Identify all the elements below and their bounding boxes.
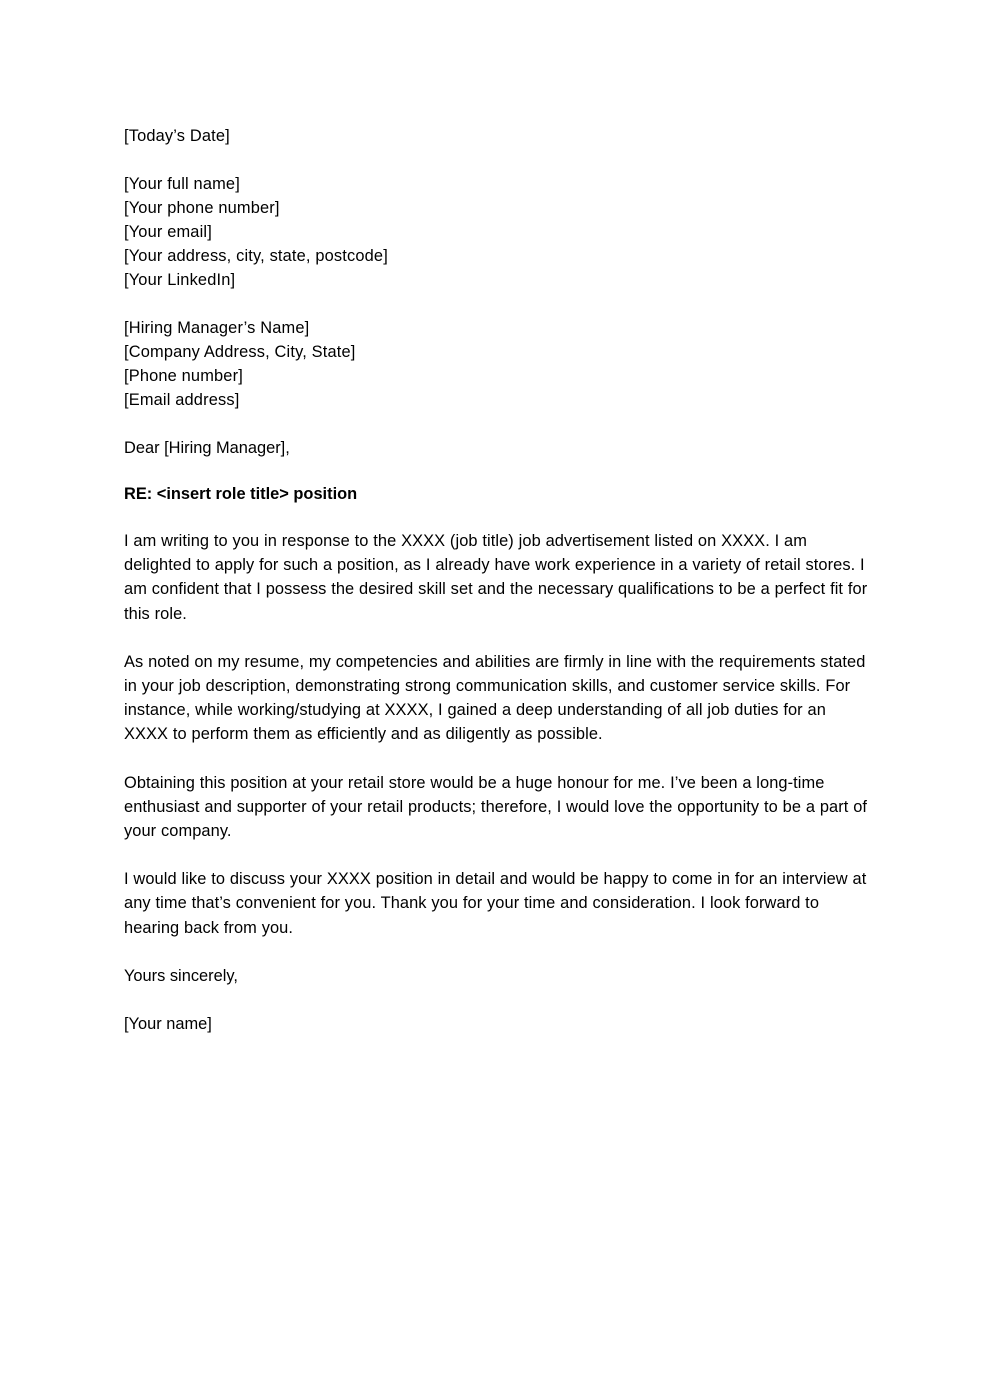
- recipient-address-block: [124, 316, 868, 412]
- body-paragraph-4: I would like to discuss your XXXX position in detail and would be happy to come in for an interview at any time that’s convenient for you. Thank you for your time and consideration. I look forward to hearing back from you.: [124, 870, 867, 937]
- body-paragraph-1: I am writing to you in response to the XXXX (job title) job advertisement listed on XXXX. I am delighted to apply for such a position, as I already have work experience in a variety of retail stores. I am confident that I possess the desired skill set and the necessary qualifications to be a perfect fit for this role.: [124, 532, 868, 623]
- recipient-email-address: [Email address]: [124, 391, 240, 409]
- recipient-manager-name: [Hiring Manager’s Name]: [124, 319, 310, 337]
- body-paragraph-2: As noted on my resume, my competencies and abilities are firmly in line with the requirements stated in your job description, demonstrating strong communication skills, and customer service skills. For instance, while working/studying at XXXX, I gained a deep understanding of all job duties for an XXXX to perform them as efficiently and as diligently as possible.: [124, 652, 866, 744]
- recipient-company-address: [Company Address, City, State]: [124, 343, 356, 361]
- sender-address-block: [124, 172, 868, 292]
- sender-email: [Your email]: [124, 223, 212, 241]
- cover-letter-body: [124, 124, 868, 1036]
- sender-address: [Your address, city, state, postcode]: [124, 247, 388, 265]
- body-paragraph-3: Obtaining this position at your retail store would be a huge honour for me. I’ve been a long-time enthusiast and supporter of your retail products; therefore, I would love the opportunity to be a part of your company.: [124, 773, 868, 841]
- signature-name-line: [Your name]: [124, 1014, 212, 1033]
- salutation-line: Dear [Hiring Manager],: [124, 439, 290, 457]
- sender-linkedin: [Your LinkedIn]: [124, 271, 236, 289]
- date-block: [124, 124, 868, 148]
- subject-line: RE: <insert role title> position: [124, 485, 358, 503]
- sender-phone-number: [Your phone number]: [124, 199, 280, 217]
- date-line: [Today’s Date]: [124, 127, 230, 145]
- closing-line: Yours sincerely,: [124, 966, 238, 985]
- sender-full-name: [Your full name]: [124, 175, 240, 193]
- recipient-phone-number: [Phone number]: [124, 367, 243, 385]
